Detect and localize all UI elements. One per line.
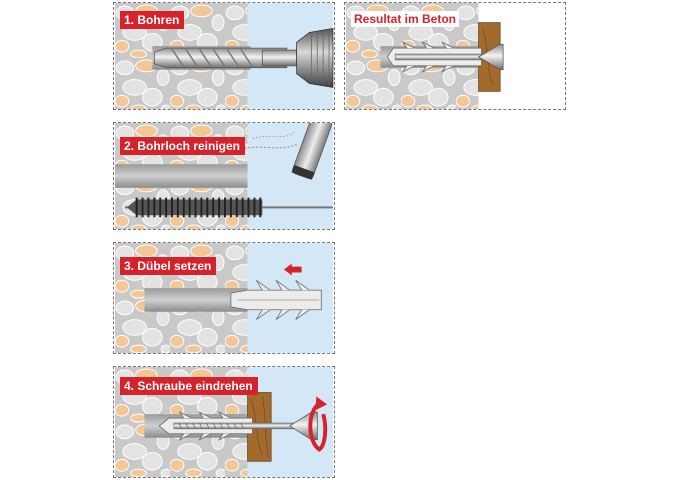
result-label: Resultat im Beton (351, 11, 459, 27)
result-panel (344, 2, 566, 110)
drill-hole (115, 164, 248, 188)
step-4-label: 4. Schraube eindrehen (120, 377, 258, 395)
step-3-label: 3. Dübel setzen (120, 257, 216, 275)
step-4-screw-in-panel (113, 366, 335, 478)
step-2-cleaning-panel (113, 122, 335, 230)
drill-bit-icon (154, 48, 296, 68)
step-1-label: 1. Bohren (120, 11, 184, 29)
step-3-insert-dowel-panel (113, 242, 335, 354)
step-2-label: 2. Bohrloch reinigen (120, 137, 245, 155)
step-1-drilling-panel (113, 2, 335, 110)
